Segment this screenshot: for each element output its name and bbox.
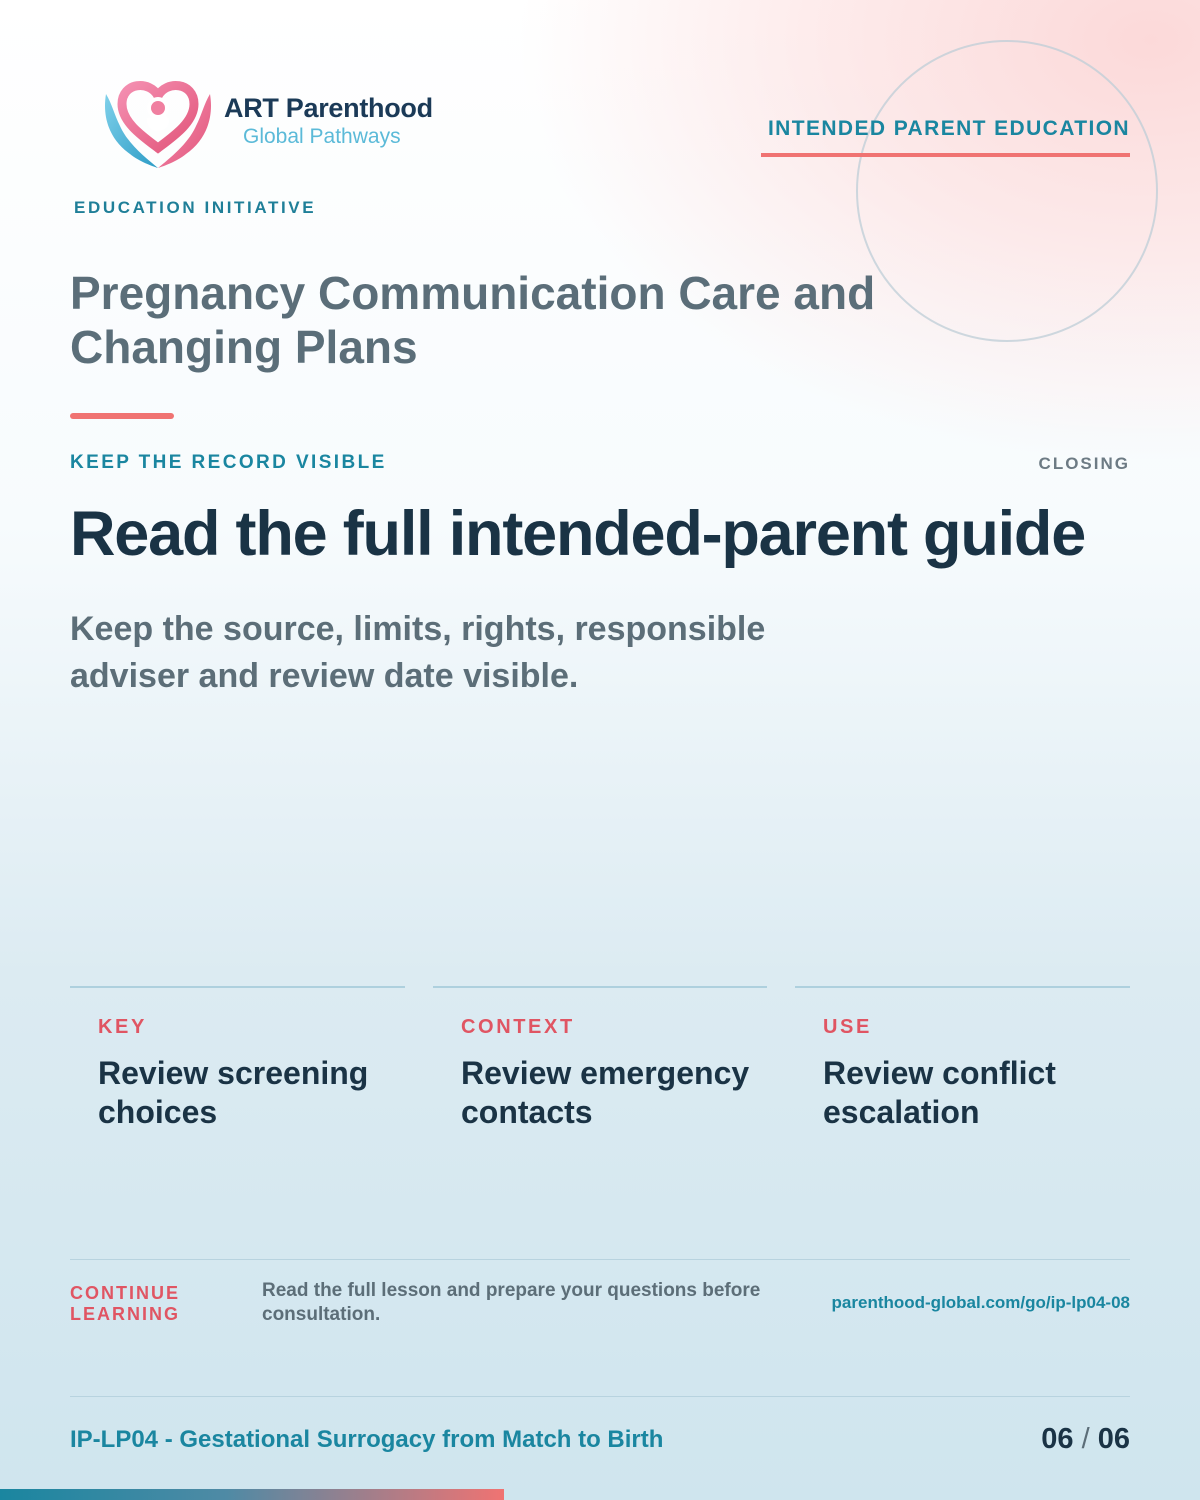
continue-learning-label: CONTINUE LEARNING xyxy=(70,1283,180,1324)
card-key xyxy=(70,986,405,1186)
course-title: IP-LP04 - Gestational Surrogacy from Match to Birth xyxy=(70,1426,664,1453)
card-label: KEY xyxy=(98,1016,147,1038)
page-current: 06 xyxy=(1041,1423,1074,1455)
page-total: 06 xyxy=(1097,1423,1130,1455)
card-label: USE xyxy=(823,1016,872,1038)
page-number xyxy=(1041,1423,1130,1456)
lesson-link[interactable]: parenthood-global.com/go/ip-lp04-08 xyxy=(831,1293,1130,1312)
subhead: Keep the source, limits, rights, responsible adviser and review date visible. xyxy=(70,610,766,695)
card-text: Review screening choices xyxy=(98,1055,369,1130)
title-divider xyxy=(70,413,174,419)
intended-parent-education-tag: INTENDED PARENT EDUCATION xyxy=(767,117,1130,140)
section-label: CLOSING xyxy=(1038,454,1130,473)
divider xyxy=(70,1259,1130,1260)
education-initiative-label: EDUCATION INITIATIVE xyxy=(74,198,317,217)
divider xyxy=(70,1396,1130,1397)
kicker-label: KEEP THE RECORD VISIBLE xyxy=(70,452,387,473)
card-text: Review emergency contacts xyxy=(461,1055,750,1130)
card-text: Review conflict escalation xyxy=(823,1055,1056,1130)
lesson-title: Pregnancy Communication Care and Changing Plans xyxy=(70,267,876,373)
page-separator: / xyxy=(1081,1423,1090,1455)
card-label: CONTEXT xyxy=(461,1016,575,1038)
brand-subtitle: Global Pathways xyxy=(243,125,401,148)
card-use xyxy=(795,986,1130,1186)
bottom-accent-bar xyxy=(0,1489,504,1500)
brand-name: ART Parenthood xyxy=(224,93,433,123)
continue-learning-text: Read the full lesson and prepare your questions before consultation. xyxy=(262,1280,761,1325)
tag-underline xyxy=(761,153,1130,157)
heart-hands-baby-logo-icon xyxy=(100,74,216,174)
card-context xyxy=(433,986,767,1186)
headline: Read the full intended-parent guide xyxy=(70,499,1086,569)
